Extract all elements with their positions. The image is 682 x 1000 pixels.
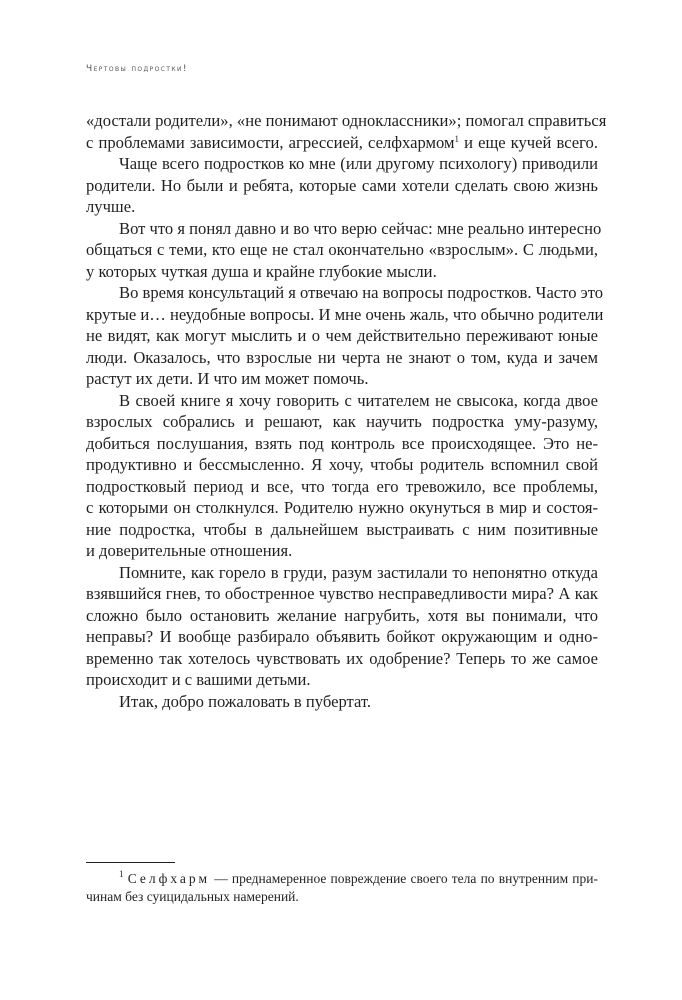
text-line: происходит и с вашими детьми.	[86, 670, 311, 689]
text-segment: с проблемами зависимости, агрессией, селфхармом	[86, 132, 455, 152]
text-line: В своей книге я хочу говорить с читателем не свысока, когда двое	[119, 390, 598, 410]
footnote-text: — преднамеренное повреждение своего тела по внутренним при-	[214, 871, 598, 886]
body-text	[86, 110, 607, 712]
text-line: взрослых собрались и решают, как научить подростка уму-разуму,	[86, 412, 598, 431]
text-line: продуктивно и бессмысленно. Я хочу, чтобы родитель вспомнил свой	[86, 455, 598, 474]
text-line: «достали родители», «не понимают одноклассники»; помогал справиться	[86, 111, 607, 130]
text-line: сложно было остановить желание нагрубить, хотя вы понимали, что	[86, 605, 598, 625]
text-line: Помните, как горело в груди, разум застилали то непонятно откуда	[119, 562, 598, 582]
text-line: у которых чуткая душа и крайне глубокие мысли.	[86, 261, 437, 281]
footnote-term: Селфхарм	[127, 871, 210, 886]
text-line: неправы? И вообще разбирало объявить бойкот окружающим и одно-	[86, 627, 598, 646]
text-line: временно так хотелось чувствовать их одобрение? Теперь то же самое	[86, 648, 598, 668]
text-line	[86, 132, 598, 154]
running-header: Чертовы подростки!	[86, 64, 188, 74]
footnote-ref[interactable]: 1	[454, 133, 459, 144]
text-line: люди. Оказалось, что взрослые ни черта не знают о том, куда и зачем	[86, 347, 598, 367]
text-segment: и еще кучей всего.	[464, 132, 599, 152]
text-line: родители. Но были и ребята, которые сами хотели сделать свою жизнь	[86, 175, 598, 195]
text-line: с которыми он столкнулся. Родителю нужно окунуться в мир и состоя-	[86, 498, 598, 517]
footnote	[86, 870, 598, 906]
footnote-number: 1	[119, 869, 124, 879]
text-line: Итак, добро пожаловать в пубертат.	[119, 691, 372, 711]
text-line: общаться с теми, кто еще не стал окончательно «взрослым». С людьми,	[86, 240, 598, 259]
text-line: взявшийся гнев, то обостренное чувство несправедливости мира? А как	[86, 584, 598, 603]
text-line: растут их дети. И что им может помочь.	[86, 369, 369, 388]
text-line: Во время консультаций я отвечаю на вопросы подростков. Часто это	[119, 283, 604, 302]
text-line: подростковый период и все, что тогда его тревожило, все проблемы,	[86, 476, 598, 496]
footnote-line	[86, 870, 598, 888]
text-line: Чаще всего подростков ко мне (или другому психологу) приводили	[119, 154, 598, 173]
text-line: Вот что я понял давно и во что верю сейчас: мне реально интересно	[119, 218, 602, 238]
text-line: не видят, как могут мыслить и о чем действительно переживают юные	[86, 326, 598, 345]
text-line: и доверительные отношения.	[86, 541, 293, 560]
text-line: крутые и… неудобные вопросы. И мне очень жаль, что обычно родители	[86, 304, 604, 324]
footnote-line: чинам без суицидальных намерений.	[86, 889, 299, 904]
text-line: добиться послушания, взять под контроль все происходящее. Это не-	[86, 433, 598, 453]
text-line: лучше.	[86, 197, 136, 216]
text-line: ние подростка, чтобы в дальнейшем выстраивать с ним позитивные	[86, 519, 598, 539]
footnote-divider	[86, 862, 175, 863]
